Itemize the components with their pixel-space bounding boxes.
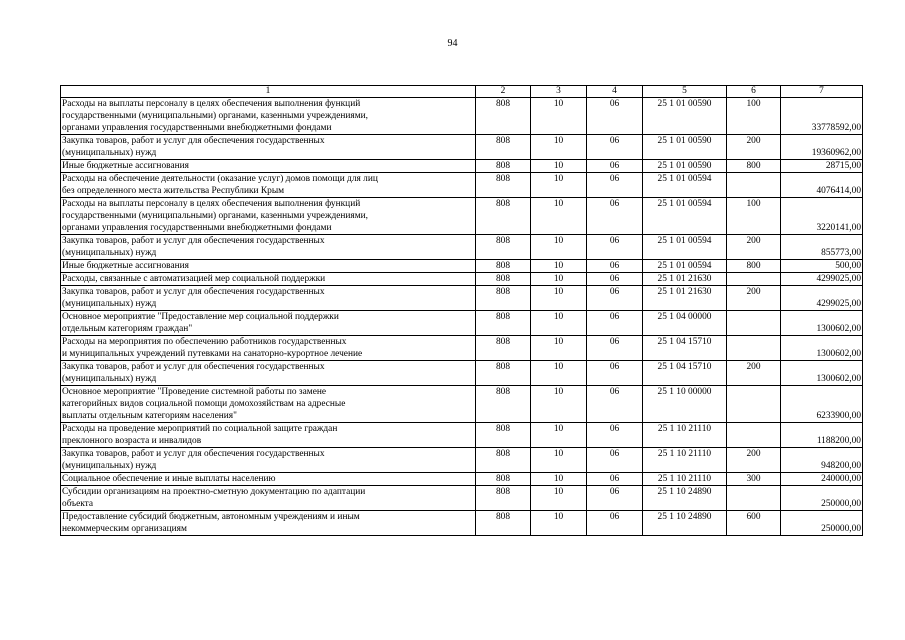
- header-cell: 3: [531, 86, 587, 98]
- subsection-code-cell: 06: [587, 273, 643, 286]
- section-code-cell: 10: [531, 235, 587, 260]
- amount-cell: 855773,00: [781, 235, 863, 260]
- section-code-cell: 10: [531, 486, 587, 511]
- expense-type-cell: [727, 423, 781, 448]
- subsection-code-cell: 06: [587, 486, 643, 511]
- amount-cell: 4299025,00: [781, 273, 863, 286]
- expense-name-cell: Основное мероприятие "Предоставление мер социальной поддержки отдельным категориям граждан": [61, 311, 476, 336]
- table-row: [61, 273, 863, 286]
- section-code-cell: 10: [531, 286, 587, 311]
- target-article-cell: 25 1 04 15710: [643, 361, 727, 386]
- target-article-cell: 25 1 10 21110: [643, 473, 727, 486]
- ministry-code-cell: 808: [476, 423, 531, 448]
- expense-type-cell: 200: [727, 286, 781, 311]
- target-article-cell: 25 1 10 21110: [643, 423, 727, 448]
- amount-cell: 500,00: [781, 260, 863, 273]
- expense-name-cell: Расходы на проведение мероприятий по социальной защите граждан преклонного возраста и инвалидов: [61, 423, 476, 448]
- ministry-code-cell: 808: [476, 311, 531, 336]
- table-row: [61, 235, 863, 260]
- expense-name-cell: Закупка товаров, работ и услуг для обеспечения государственных (муниципальных) нужд: [61, 135, 476, 160]
- section-code-cell: 10: [531, 386, 587, 423]
- amount-cell: 1300602,00: [781, 311, 863, 336]
- amount-cell: 1188200,00: [781, 423, 863, 448]
- expense-type-cell: 800: [727, 260, 781, 273]
- target-article-cell: 25 1 04 15710: [643, 336, 727, 361]
- table-row: [61, 160, 863, 173]
- section-code-cell: 10: [531, 173, 587, 198]
- expense-name-cell: Предоставление субсидий бюджетным, автономным учреждениям и иным некоммерческим организациям: [61, 511, 476, 536]
- ministry-code-cell: 808: [476, 486, 531, 511]
- subsection-code-cell: 06: [587, 160, 643, 173]
- amount-cell: 240000,00: [781, 473, 863, 486]
- expense-name-cell: Закупка товаров, работ и услуг для обеспечения государственных (муниципальных) нужд: [61, 361, 476, 386]
- target-article-cell: 25 1 10 00000: [643, 386, 727, 423]
- table-header-row: [61, 86, 863, 98]
- ministry-code-cell: 808: [476, 336, 531, 361]
- subsection-code-cell: 06: [587, 198, 643, 235]
- section-code-cell: 10: [531, 160, 587, 173]
- section-code-cell: 10: [531, 423, 587, 448]
- table-row: [61, 486, 863, 511]
- expense-type-cell: 300: [727, 473, 781, 486]
- expense-type-cell: 100: [727, 98, 781, 135]
- table-row: [61, 98, 863, 135]
- expense-name-cell: Основное мероприятие "Проведение системной работы по замене категорийных видов социальной помощи домохозяйствам на адресные выплаты отдельным категориям населения": [61, 386, 476, 423]
- amount-cell: 28715,00: [781, 160, 863, 173]
- expense-type-cell: 800: [727, 160, 781, 173]
- subsection-code-cell: 06: [587, 260, 643, 273]
- expense-type-cell: 200: [727, 448, 781, 473]
- section-code-cell: 10: [531, 361, 587, 386]
- amount-cell: 4299025,00: [781, 286, 863, 311]
- expense-name-cell: Закупка товаров, работ и услуг для обеспечения государственных (муниципальных) нужд: [61, 286, 476, 311]
- target-article-cell: 25 1 01 00594: [643, 198, 727, 235]
- subsection-code-cell: 06: [587, 336, 643, 361]
- expense-name-cell: Иные бюджетные ассигнования: [61, 260, 476, 273]
- section-code-cell: 10: [531, 260, 587, 273]
- expense-type-cell: 200: [727, 361, 781, 386]
- section-code-cell: 10: [531, 473, 587, 486]
- table-row: [61, 473, 863, 486]
- ministry-code-cell: 808: [476, 511, 531, 536]
- ministry-code-cell: 808: [476, 286, 531, 311]
- table-row: [61, 511, 863, 536]
- table-row: [61, 336, 863, 361]
- section-code-cell: 10: [531, 273, 587, 286]
- subsection-code-cell: 06: [587, 423, 643, 448]
- subsection-code-cell: 06: [587, 235, 643, 260]
- expense-name-cell: Закупка товаров, работ и услуг для обеспечения государственных (муниципальных) нужд: [61, 448, 476, 473]
- target-article-cell: 25 1 10 24890: [643, 511, 727, 536]
- subsection-code-cell: 06: [587, 448, 643, 473]
- header-cell: 5: [643, 86, 727, 98]
- target-article-cell: 25 1 01 00594: [643, 173, 727, 198]
- subsection-code-cell: 06: [587, 473, 643, 486]
- ministry-code-cell: 808: [476, 273, 531, 286]
- header-cell: 7: [781, 86, 863, 98]
- table-row: [61, 423, 863, 448]
- ministry-code-cell: 808: [476, 386, 531, 423]
- target-article-cell: 25 1 01 00590: [643, 160, 727, 173]
- amount-cell: 250000,00: [781, 486, 863, 511]
- expense-type-cell: 200: [727, 135, 781, 160]
- expense-name-cell: Иные бюджетные ассигнования: [61, 160, 476, 173]
- expense-type-cell: [727, 273, 781, 286]
- table-row: [61, 386, 863, 423]
- expense-type-cell: [727, 173, 781, 198]
- table-row: [61, 198, 863, 235]
- ministry-code-cell: 808: [476, 235, 531, 260]
- section-code-cell: 10: [531, 336, 587, 361]
- table-row: [61, 286, 863, 311]
- ministry-code-cell: 808: [476, 260, 531, 273]
- target-article-cell: 25 1 04 00000: [643, 311, 727, 336]
- table-row: [61, 361, 863, 386]
- expense-name-cell: Субсидии организациям на проектно-сметную документацию по адаптации объекта: [61, 486, 476, 511]
- section-code-cell: 10: [531, 511, 587, 536]
- amount-cell: 1300602,00: [781, 361, 863, 386]
- target-article-cell: 25 1 10 21110: [643, 448, 727, 473]
- subsection-code-cell: 06: [587, 511, 643, 536]
- ministry-code-cell: 808: [476, 448, 531, 473]
- subsection-code-cell: 06: [587, 386, 643, 423]
- amount-cell: 6233900,00: [781, 386, 863, 423]
- header-cell: 6: [727, 86, 781, 98]
- ministry-code-cell: 808: [476, 173, 531, 198]
- ministry-code-cell: 808: [476, 361, 531, 386]
- table-row: [61, 173, 863, 198]
- header-cell: 4: [587, 86, 643, 98]
- expense-name-cell: Закупка товаров, работ и услуг для обеспечения государственных (муниципальных) нужд: [61, 235, 476, 260]
- expense-name-cell: Расходы на выплаты персоналу в целях обеспечения выполнения функций государственными (муниципальными) органами, казенными учреждениями, органами управления государственными внебюджетными фондами: [61, 198, 476, 235]
- target-article-cell: 25 1 01 00590: [643, 98, 727, 135]
- amount-cell: 3220141,00: [781, 198, 863, 235]
- target-article-cell: 25 1 01 00594: [643, 235, 727, 260]
- page-number: 94: [447, 38, 458, 49]
- target-article-cell: 25 1 01 00590: [643, 135, 727, 160]
- subsection-code-cell: 06: [587, 173, 643, 198]
- expense-name-cell: Расходы, связанные с автоматизацией мер социальной поддержки: [61, 273, 476, 286]
- expense-type-cell: 600: [727, 511, 781, 536]
- section-code-cell: 10: [531, 135, 587, 160]
- ministry-code-cell: 808: [476, 473, 531, 486]
- table-row: [61, 311, 863, 336]
- section-code-cell: 10: [531, 448, 587, 473]
- section-code-cell: 10: [531, 98, 587, 135]
- amount-cell: 19360962,00: [781, 135, 863, 160]
- expense-type-cell: [727, 386, 781, 423]
- ministry-code-cell: 808: [476, 98, 531, 135]
- target-article-cell: 25 1 10 24890: [643, 486, 727, 511]
- section-code-cell: 10: [531, 198, 587, 235]
- header-cell: 2: [476, 86, 531, 98]
- table-row: [61, 260, 863, 273]
- expense-name-cell: Расходы на выплаты персоналу в целях обеспечения выполнения функций государственными (муниципальными) органами, казенными учреждениями, органами управления государственными внебюджетными фондами: [61, 98, 476, 135]
- expense-type-cell: 200: [727, 235, 781, 260]
- amount-cell: 1300602,00: [781, 336, 863, 361]
- amount-cell: 33778592,00: [781, 98, 863, 135]
- expense-type-cell: [727, 336, 781, 361]
- target-article-cell: 25 1 01 00594: [643, 260, 727, 273]
- expense-name-cell: Расходы на мероприятия по обеспечению работников государственных и муниципальных учреждений путевками на санаторно-курортное лечение: [61, 336, 476, 361]
- amount-cell: 948200,00: [781, 448, 863, 473]
- expense-name-cell: Расходы на обеспечение деятельности (оказание услуг) домов помощи для лиц без определенного места жительства Республики Крым: [61, 173, 476, 198]
- subsection-code-cell: 06: [587, 286, 643, 311]
- ministry-code-cell: 808: [476, 135, 531, 160]
- target-article-cell: 25 1 01 21630: [643, 273, 727, 286]
- header-cell: 1: [61, 86, 476, 98]
- section-code-cell: 10: [531, 311, 587, 336]
- ministry-code-cell: 808: [476, 198, 531, 235]
- expense-type-cell: [727, 486, 781, 511]
- amount-cell: 4076414,00: [781, 173, 863, 198]
- budget-table: [60, 85, 863, 536]
- target-article-cell: 25 1 01 21630: [643, 286, 727, 311]
- amount-cell: 250000,00: [781, 511, 863, 536]
- subsection-code-cell: 06: [587, 361, 643, 386]
- subsection-code-cell: 06: [587, 135, 643, 160]
- table-row: [61, 448, 863, 473]
- subsection-code-cell: 06: [587, 98, 643, 135]
- table-row: [61, 135, 863, 160]
- ministry-code-cell: 808: [476, 160, 531, 173]
- subsection-code-cell: 06: [587, 311, 643, 336]
- expense-type-cell: 100: [727, 198, 781, 235]
- expense-type-cell: [727, 311, 781, 336]
- expense-name-cell: Социальное обеспечение и иные выплаты населению: [61, 473, 476, 486]
